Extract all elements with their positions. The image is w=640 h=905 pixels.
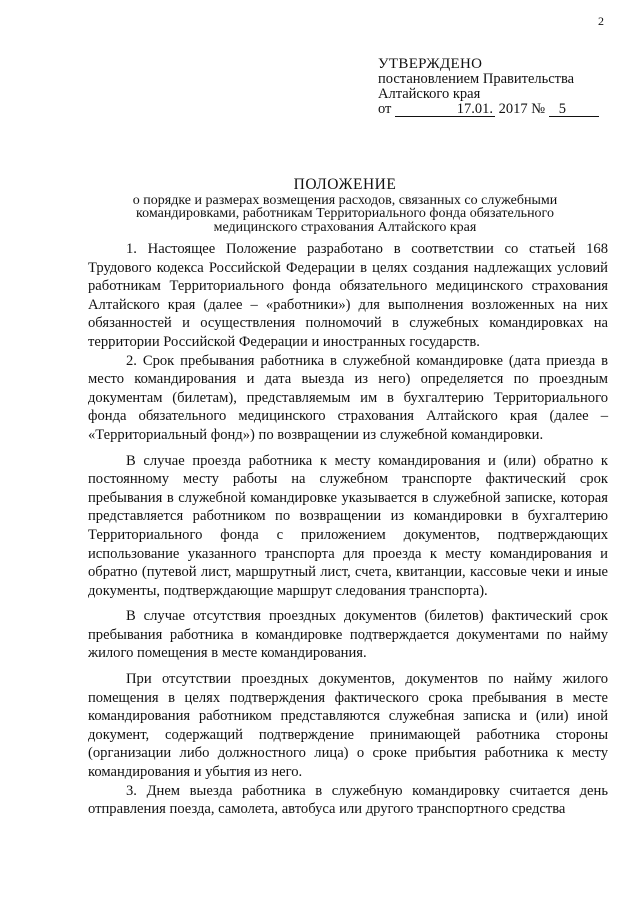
paragraph-2: 2. Срок пребывания работника в служебной командировке (дата приезда в место командирования и дата выезда из него) определяется по проездным документам (билетам), представляемым им в бухгалтерию Территориального фонда обязательного медицинского страхования Алтайского края (далее – «Территориальный фонд») по возвращении из служебной командировки. bbox=[88, 352, 608, 443]
approval-number: 5 bbox=[549, 102, 599, 117]
approval-date-prefix: от bbox=[378, 101, 392, 117]
approval-line-2: Алтайского края bbox=[378, 86, 481, 102]
paragraph-4: В случае отсутствия проездных документов (билетов) фактический срок пребывания работника в командировке подтверждается документами по найму жилого помещения в месте командирования. bbox=[88, 608, 608, 662]
approval-year-number-label: 2017 № bbox=[495, 101, 549, 117]
document-title-block bbox=[80, 178, 610, 234]
approval-heading: УТВЕРЖДЕНО bbox=[378, 56, 483, 72]
subtitle-line: командировками, работникам Территориального фонда обязательного bbox=[136, 206, 554, 221]
document-title: ПОЛОЖЕНИЕ bbox=[293, 176, 397, 193]
paragraph-1: 1. Настоящее Положение разработано в соответствии со статьей 168 Трудового кодекса Российской Федерации в целях создания надлежащих условий работникам Территориального фонда обязательного медицинского страхования Алтайского края (далее – «работники») для выполнения возложенных на них обязанностей и осуществления полномочий в служебных командировках на территории Российской Федерации и иностранных государств. bbox=[88, 241, 608, 350]
paragraph-5: При отсутствии проездных документов, документов по найму жилого помещения в целях подтверждения фактического срока пребывания в месте командирования работником представляются служебная записка и (или) иной документ, содержащий подтверждение принимающей работника стороны (организации либо должностного лица) о сроке прибытия работника к месту командирования и убытия из него. bbox=[88, 671, 608, 781]
subtitle-line: медицинского страхования Алтайского края bbox=[213, 219, 477, 235]
page-number: 2 bbox=[598, 14, 604, 28]
subtitle-line: о порядке и размерах возмещения расходов, связанных со служебными bbox=[132, 192, 558, 208]
approval-stamp bbox=[378, 57, 599, 117]
paragraph-3: В случае проезда работника к месту командирования и (или) обратно к постоянному месту работы на служебном транспорте фактический срок пребывания в служебной командировке указывается в служебной записке, которая представляется работником по возвращении из командировки в бухгалтерию Территориального фонда с приложением документов, подтверждающих использование указанного транспорта для проезда к месту командирования и обратно (путевой лист, маршрутный лист, счета, квитанции, кассовые чеки и иные документы, подтверждающие маршрут следования транспорта). bbox=[88, 452, 608, 599]
document-body bbox=[88, 240, 608, 819]
approval-date: 17.01. bbox=[395, 102, 495, 117]
approval-line-1: постановлением Правительства bbox=[378, 71, 575, 87]
paragraph-6: 3. Днем выезда работника в служебную командировку считается день отправления поезда, самолета, автобуса или другого транспортного средства bbox=[88, 782, 608, 818]
approval-date-line bbox=[378, 102, 599, 117]
